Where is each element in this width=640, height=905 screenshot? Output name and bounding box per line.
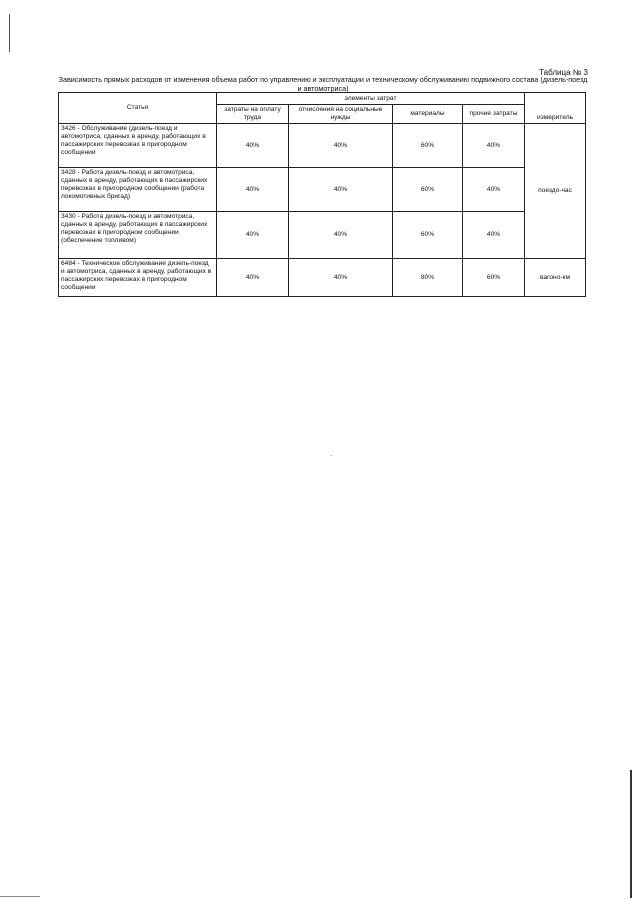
row-materials: 60% (393, 124, 463, 168)
document-title: Зависимость прямых расходов от изменения объема работ по управлению и эксплуатации и техническому обслуживанию подвижного состава (дизель-поезд и автомотриса) (58, 75, 588, 93)
scan-speck (331, 455, 332, 456)
table-row (59, 168, 586, 212)
table-row (59, 212, 586, 259)
row-materials: 60% (393, 168, 463, 212)
header-meter: измеритель (525, 93, 586, 124)
row-article: 3428 - Работа дизель-поезд и автомотриса, сданных в аренду, работающих в пассажирских перевозках в пригородном сообщении (работа локомотивных бригад) (59, 168, 217, 212)
row-other: 60% (463, 259, 525, 297)
row-materials: 80% (393, 259, 463, 297)
header-other: прочие затраты (463, 105, 525, 124)
row-labor: 40% (217, 259, 289, 297)
row-other: 40% (463, 124, 525, 168)
table-number-label: Таблица № 3 (539, 68, 588, 77)
header-article: Статья (59, 93, 217, 124)
scan-artifact-line (630, 770, 632, 898)
table-row (59, 259, 586, 297)
meter-car-km: вагоно-км (525, 259, 586, 297)
header-materials: материалы (393, 105, 463, 124)
header-cost-elements: элементы затрат (217, 93, 525, 105)
meter-train-hour: поездо-час (525, 124, 586, 259)
scan-artifact-line (9, 14, 10, 52)
scan-artifact-line (0, 896, 40, 897)
row-article: 3426 - Обслуживание (дизель-поезд и автомотриса, сданных в аренду, работающих в пассажирских перевозках в пригородном сообщении (59, 124, 217, 168)
table-row (59, 124, 586, 168)
row-other: 40% (463, 168, 525, 212)
row-article: 6484 - Техническое обслуживание дизель-поезд и автомотриса, сданных в аренду, работающих в пассажирских перевозках в пригородном сообщении (59, 259, 217, 297)
row-article: 3430 - Работа дизель-поезд и автомотриса, сданных в аренду, работающих в пассажирских перевозках в пригородном сообщении (обеспечение топливом) (59, 212, 217, 259)
row-labor: 40% (217, 124, 289, 168)
row-social: 40% (289, 168, 393, 212)
cost-dependency-table (58, 92, 586, 297)
header-social: отчисления на социальные нужды (289, 105, 393, 124)
row-materials: 60% (393, 212, 463, 259)
row-social: 40% (289, 212, 393, 259)
row-labor: 40% (217, 212, 289, 259)
row-social: 40% (289, 124, 393, 168)
row-other: 40% (463, 212, 525, 259)
header-labor: затраты на оплату труда (217, 105, 289, 124)
row-labor: 40% (217, 168, 289, 212)
row-social: 40% (289, 259, 393, 297)
